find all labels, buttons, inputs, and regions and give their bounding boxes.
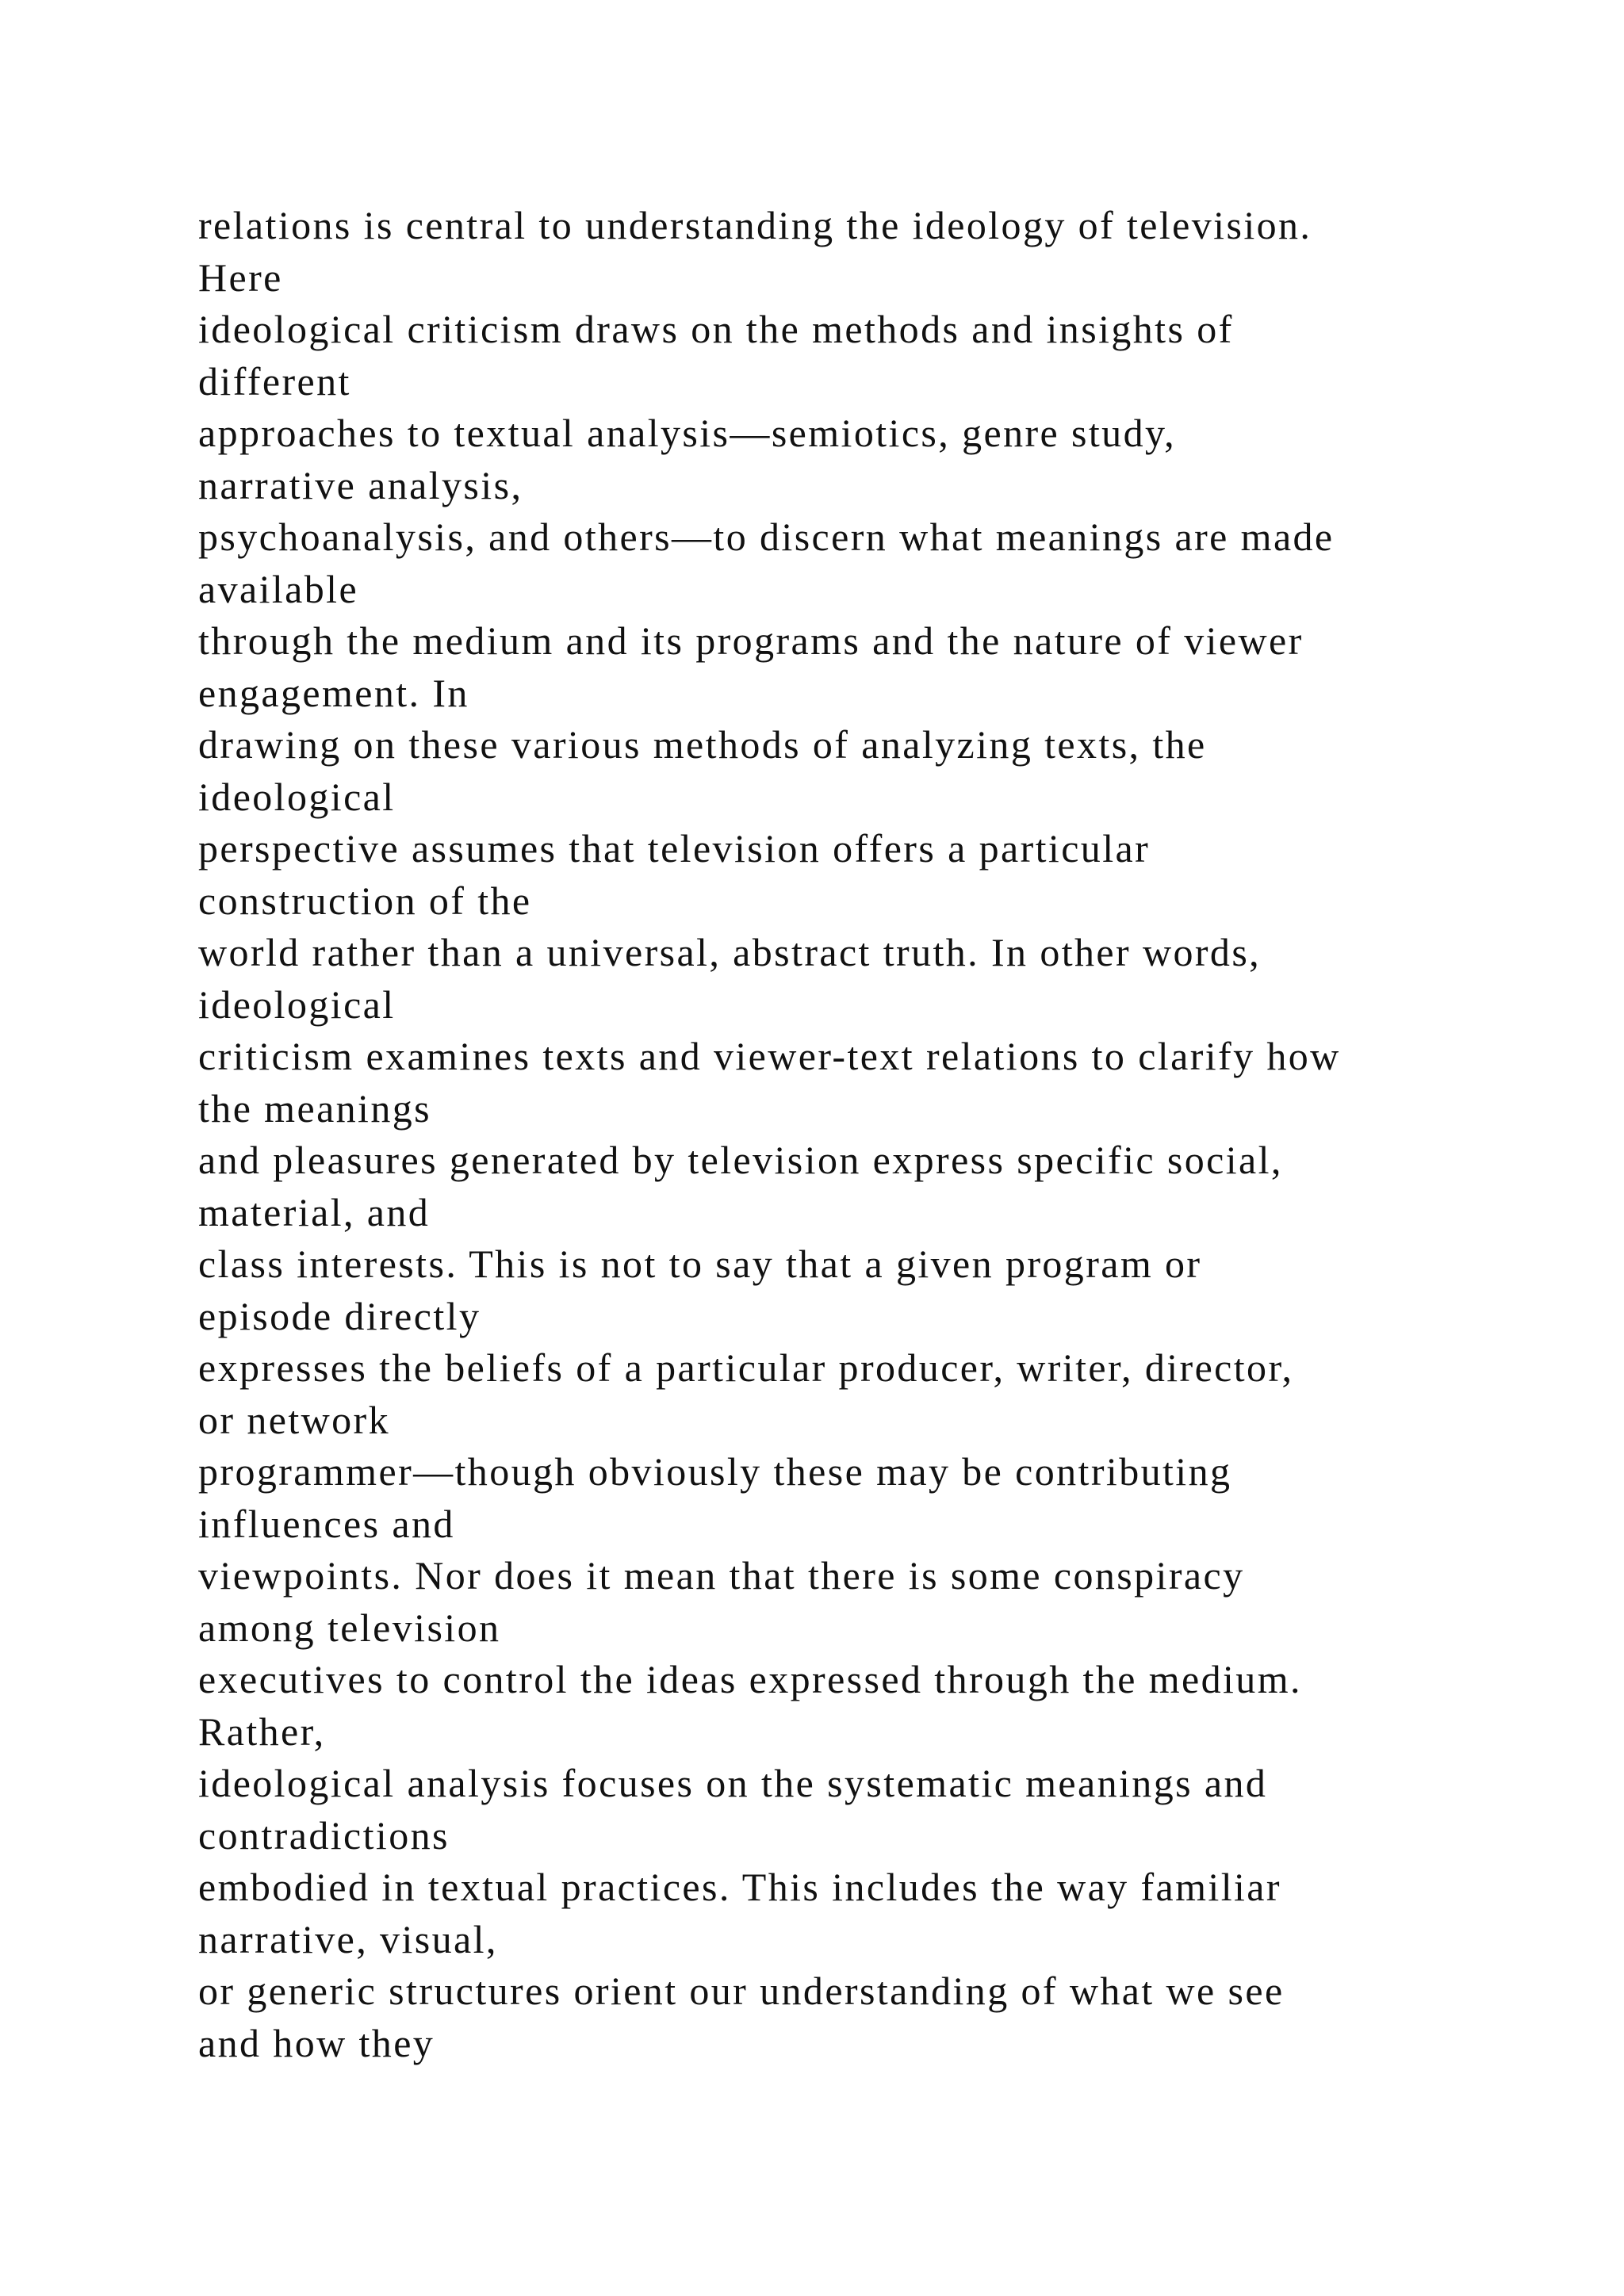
text-line: influences and <box>198 1501 455 1546</box>
text-line: or network <box>198 1397 390 1442</box>
text-line: Here <box>198 254 283 300</box>
text-line: ideological <box>198 982 396 1027</box>
text-line: or generic structures orient our understanding of what we see <box>198 1969 1285 2013</box>
text-line: engagement. In <box>198 670 469 715</box>
text-line: and pleasures generated by television express specific social, <box>198 1138 1283 1182</box>
text-line: narrative analysis, <box>198 462 523 507</box>
text-line: world rather than a universal, abstract truth. In other words, <box>198 930 1262 974</box>
text-line: viewpoints. Nor does it mean that there is some conspiracy <box>198 1553 1245 1598</box>
text-line: psychoanalysis, and others—to discern what meanings are made <box>198 515 1335 559</box>
text-line: ideological <box>198 774 396 819</box>
text-line: through the medium and its programs and the nature of viewer <box>198 618 1304 663</box>
text-line: drawing on these various methods of analyzing texts, the <box>198 722 1207 767</box>
text-line: embodied in textual practices. This includes the way familiar <box>198 1865 1281 1909</box>
text-line: perspective assumes that television offers a particular <box>198 826 1151 871</box>
text-line: class interests. This is not to say that a given program or <box>198 1242 1202 1286</box>
text-line: and how they <box>198 2020 435 2065</box>
text-line: criticism examines texts and viewer-text relations to clarify how <box>198 1034 1341 1078</box>
text-line: among television <box>198 1605 501 1650</box>
text-line: ideological criticism draws on the methods and insights of <box>198 307 1234 351</box>
text-line: relations is central to understanding the ideology of television. <box>198 203 1312 247</box>
text-line: Rather, <box>198 1709 326 1754</box>
text-line: programmer—though obviously these may be contributing <box>198 1449 1232 1494</box>
text-line: available <box>198 566 359 611</box>
text-line: executives to control the ideas expressed through the medium. <box>198 1657 1302 1701</box>
body-text <box>198 200 1546 2069</box>
text-line: narrative, visual, <box>198 1916 498 1961</box>
text-line: the meanings <box>198 1085 432 1131</box>
text-line: episode directly <box>198 1293 481 1338</box>
text-line: expresses the beliefs of a particular producer, writer, director, <box>198 1345 1294 1390</box>
text-line: different <box>198 358 351 404</box>
text-line: approaches to textual analysis—semiotics, genre study, <box>198 411 1177 455</box>
text-line: contradictions <box>198 1812 450 1858</box>
text-line: material, and <box>198 1189 431 1234</box>
text-line: construction of the <box>198 878 532 923</box>
text-line: ideological analysis focuses on the systematic meanings and <box>198 1761 1268 1805</box>
